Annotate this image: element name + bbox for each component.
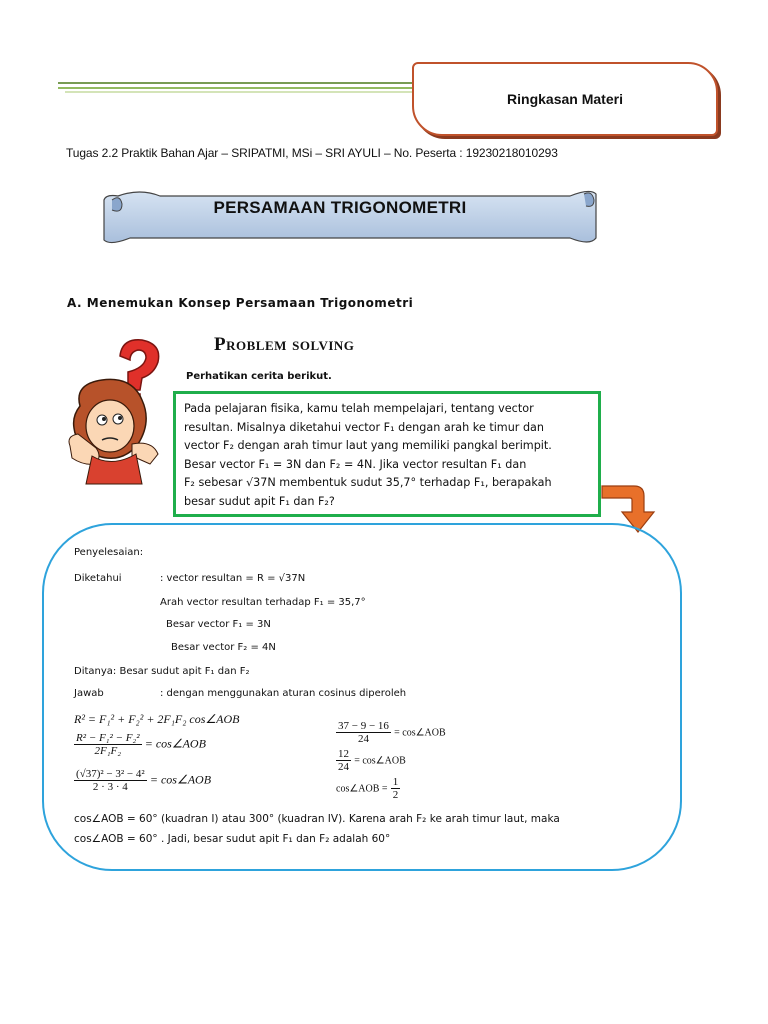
title-scroll-banner [100, 186, 600, 250]
story-line: F₂ sebesar √37N membentuk sudut 35,7° terhadap F₁, berapakah [184, 476, 552, 489]
diketahui-item: Besar vector F₂ = 4N [171, 642, 276, 653]
fraction-denominator: 2 [392, 789, 399, 801]
diketahui-item: Besar vector F₁ = 3N [166, 619, 271, 630]
equation-rhs: = cos∠AOB [354, 755, 406, 767]
fraction-denominator: 24 [338, 761, 349, 773]
diketahui-item: : vector resultan = R = √37N [160, 573, 306, 584]
equation-step-2 [336, 748, 406, 773]
fraction-denominator: 2 · 3 · 4 [92, 781, 128, 793]
solution-heading: Penyelesaian: [74, 547, 144, 558]
equation-rhs: = cos∠AOB [394, 727, 446, 739]
instruction-text: Perhatikan cerita berikut. [186, 371, 332, 382]
story-text [184, 400, 592, 511]
story-line: Pada pelajaran fisika, kamu telah mempelajari, tentang vector [184, 402, 534, 415]
ditanya-line: Ditanya: Besar sudut apit F₁ dan F₂ [74, 666, 250, 677]
ringkasan-materi-box [412, 62, 718, 136]
equation-substituted [74, 768, 211, 793]
fraction-denominator: 24 [357, 733, 369, 745]
equation-rhs: = cos∠AOB [149, 772, 212, 787]
section-heading: A. Menemukan Konsep Persamaan Trigonometri [67, 296, 414, 310]
fraction-denominator: 2F₁F₂ [94, 745, 122, 757]
assignment-line: Tugas 2.2 Praktik Bahan Ajar – SRIPATMI, MSi – SRI AYULI – No. Peserta : 19230218010293 [66, 146, 558, 160]
thinking-person-icon [62, 336, 174, 486]
equation-rhs: = cos∠AOB [144, 736, 206, 751]
header-lines [55, 80, 425, 94]
conclusion-line: cos∠AOB = 60° . Jadi, besar sudut apit F₁ dan F₂ adalah 60° [74, 833, 391, 845]
story-line: resultan. Misalnya diketahui vector F₁ dengan arah ke timur dan [184, 420, 545, 434]
diketahui-label: Diketahui [74, 573, 122, 584]
equation-step-3 [336, 776, 400, 801]
equation-rearranged [74, 732, 206, 757]
fraction-numerator: R² − F₁² − F₂² [76, 732, 140, 744]
diketahui-item: Arah vector resultan terhadap F₁ = 35,7° [160, 597, 366, 608]
fraction-numerator: 37 − 9 − 16 [338, 720, 389, 732]
problem-heading: Problem solving [214, 334, 355, 355]
story-line: vector F₂ dengan arah timur laut yang memiliki pangkal berimpit. [184, 439, 552, 452]
story-line: Besar vector F₁ = 3N dan F₂ = 4N. Jika vector resultan F₁ dan [184, 457, 527, 471]
fraction-numerator: (√37)² − 3² − 4² [76, 768, 145, 780]
conclusion-line: cos∠AOB = 60° (kuadran I) atau 300° (kuadran IV). Karena arah F₂ ke arah timur laut, maka [74, 813, 560, 825]
fraction-numerator: 12 [338, 748, 349, 760]
page-title: PERSAMAAN TRIGONOMETRI [213, 198, 467, 217]
equation-lhs: cos∠AOB = [336, 783, 388, 795]
jawab-label: Jawab [74, 688, 104, 699]
equation-step-1 [336, 720, 446, 745]
story-line: besar sudut apit F₁ dan F₂? [184, 494, 335, 508]
jawab-text: : dengan menggunakan aturan cosinus diperoleh [160, 688, 407, 699]
fraction-numerator: 1 [392, 776, 399, 788]
ringkasan-materi-label: Ringkasan Materi [507, 91, 623, 107]
equation-cosine-rule: R² = F₁² + F₂² + 2F₁F₂ cos∠AOB [74, 712, 240, 726]
